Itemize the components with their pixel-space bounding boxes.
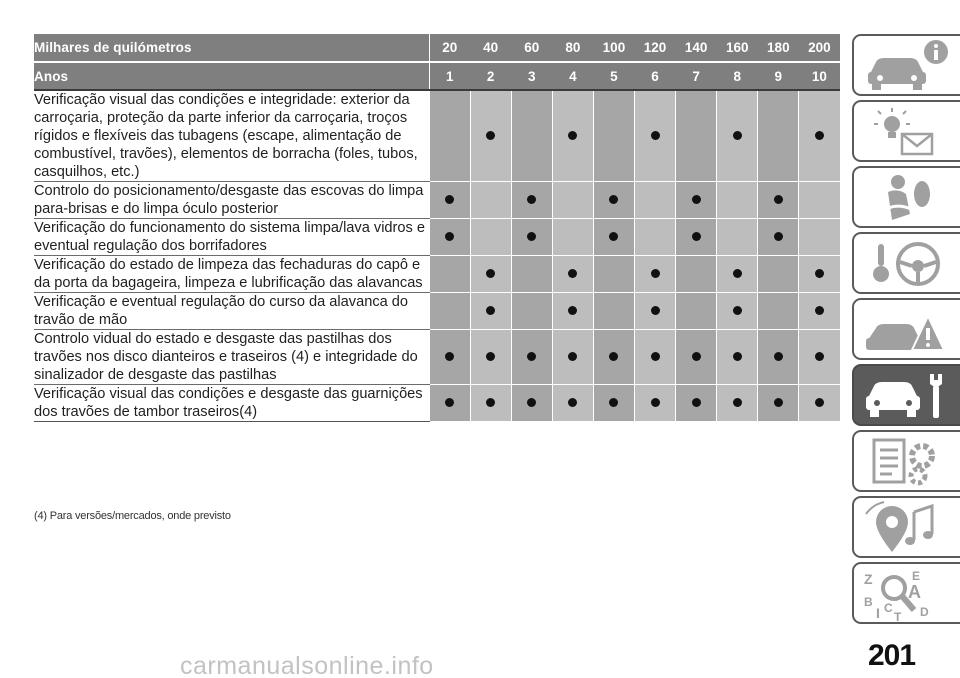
service-dot [733,352,742,361]
year-header-cell: 8 [717,62,758,90]
schedule-cell [634,182,675,219]
row-description: Verificação e eventual regulação do curso da alavanca do travão de mão [34,293,429,330]
tab-multimedia[interactable] [852,496,960,558]
svg-text:E: E [912,569,921,583]
schedule-cell [676,219,717,256]
year-header-cell: 6 [634,62,675,90]
km-header-cell: 120 [634,34,675,62]
service-dot [527,195,536,204]
service-dot [651,269,660,278]
service-dot [733,306,742,315]
table-row [34,330,840,385]
service-dot [486,269,495,278]
service-dot [568,269,577,278]
year-header-cell: 3 [511,62,552,90]
schedule-cell [429,330,470,385]
tab-safety[interactable] [852,166,960,228]
schedule-cell [676,385,717,422]
service-dot [486,352,495,361]
service-dot [815,269,824,278]
svg-text:T: T [894,610,902,622]
tab-emergency[interactable] [852,298,960,360]
service-dot [527,352,536,361]
service-dot [774,232,783,241]
schedule-cell [717,90,758,182]
schedule-cell [552,385,593,422]
km-header-cell: 160 [717,34,758,62]
schedule-cell [676,182,717,219]
service-dot [651,131,660,140]
technical-data-icon [862,434,958,490]
schedule-cell [799,293,840,330]
service-dot [774,398,783,407]
schedule-cell [799,182,840,219]
footnote: (4) Para versões/mercados, onde previsto [34,510,231,522]
service-dot [568,306,577,315]
schedule-cell [717,385,758,422]
schedule-cell [717,256,758,293]
table-row [34,256,840,293]
row-description: Verificação do funcionamento do sistema limpa/lava vidros e eventual regulação dos borrifadores [34,219,429,256]
schedule-cell [470,330,511,385]
schedule-cell [758,90,799,182]
multimedia-icon [862,500,958,556]
schedule-cell [470,182,511,219]
schedule-cell [634,90,675,182]
km-header-cell: 40 [470,34,511,62]
schedule-cell [634,256,675,293]
row-description: Verificação visual das condições e integridade: exterior da carroçaria, proteção da parte inferior da carroçaria, troços rígidos e flexíveis das tubagens (escape, alimentação de combustível, travões), elementos de borracha (foles, tubos, casquilhos, etc.) [34,90,429,182]
schedule-cell [758,219,799,256]
year-header-cell: 1 [429,62,470,90]
schedule-cell [593,90,634,182]
schedule-cell [717,293,758,330]
svg-text:C: C [884,601,893,615]
table-row [34,219,840,256]
schedule-cell [799,219,840,256]
service-dot [445,195,454,204]
schedule-cell [717,330,758,385]
schedule-cell [717,219,758,256]
service-dot [815,398,824,407]
service-dot [445,352,454,361]
schedule-cell [511,385,552,422]
service-dot [486,306,495,315]
service-dot [815,352,824,361]
km-header-cell: 140 [676,34,717,62]
service-dot [815,131,824,140]
service-dot [486,398,495,407]
schedule-cell [429,293,470,330]
service-dot [568,398,577,407]
schedule-cell [470,293,511,330]
schedule-cell [676,256,717,293]
schedule-cell [511,182,552,219]
km-header-cell: 180 [758,34,799,62]
schedule-cell [593,219,634,256]
steering-wheel-key-icon [862,236,958,292]
svg-text:I: I [876,605,880,621]
schedule-cell [593,182,634,219]
tab-index[interactable] [852,562,960,624]
schedule-cell [470,385,511,422]
year-header-cell: 9 [758,62,799,90]
table-row [34,385,840,422]
warning-lights-icon [862,104,958,160]
service-dot [733,398,742,407]
car-info-icon [862,38,958,94]
schedule-cell [593,330,634,385]
service-dot [774,195,783,204]
schedule-cell [593,385,634,422]
schedule-cell [511,293,552,330]
service-dot [568,131,577,140]
service-dot [486,131,495,140]
schedule-cell [593,256,634,293]
service-dot [445,232,454,241]
service-dot [815,306,824,315]
service-dot [609,195,618,204]
row-description: Verificação do estado de limpeza das fechaduras do capô e da porta da bagageira, limpeza e lubrificação das alavancas [34,256,429,293]
table-row [34,293,840,330]
year-header-cell: 4 [552,62,593,90]
watermark: carmanualsonline.info [180,652,434,678]
schedule-cell [470,256,511,293]
schedule-cell [470,219,511,256]
safety-airbag-icon [862,170,958,226]
km-header-cell: 100 [593,34,634,62]
schedule-cell [552,219,593,256]
service-dot [692,232,701,241]
service-dot [651,352,660,361]
schedule-cell [634,219,675,256]
service-dot [445,398,454,407]
schedule-cell [676,90,717,182]
tab-warning-lights[interactable] [852,100,960,162]
table-row [34,90,840,182]
schedule-cell [511,256,552,293]
service-dot [568,352,577,361]
km-header-label: Milhares de quilómetros [34,34,429,62]
schedule-cell [799,256,840,293]
table-row [34,182,840,219]
schedule-cell [511,90,552,182]
page-number: 201 [868,639,916,672]
years-header-label: Anos [34,62,429,90]
tab-starting-driving[interactable] [852,232,960,294]
year-header-cell: 5 [593,62,634,90]
svg-text:A: A [908,582,921,602]
schedule-cell [552,256,593,293]
schedule-cell [552,90,593,182]
row-description: Controlo vidual do estado e desgaste das pastilhas dos travões nos disco dianteiros e traseiros (4) e integridade do sinalizador de desgaste das pastilhas [34,330,429,385]
schedule-cell [634,330,675,385]
service-dot [733,131,742,140]
car-wrench-icon [862,368,958,424]
emergency-icon [862,302,958,358]
row-description: Verificação visual das condições e desgaste das guarnições dos travões de tambor traseiros(4) [34,385,429,422]
km-header-cell: 200 [799,34,840,62]
schedule-cell [634,293,675,330]
service-dot [774,352,783,361]
schedule-cell [799,90,840,182]
svg-text:B: B [864,595,873,609]
schedule-cell [758,293,799,330]
service-dot [609,352,618,361]
schedule-cell [799,385,840,422]
service-dot [609,398,618,407]
schedule-cell [593,293,634,330]
service-dot [609,232,618,241]
schedule-cell [758,385,799,422]
schedule-cell [429,219,470,256]
schedule-cell [634,385,675,422]
schedule-cell [470,90,511,182]
service-dot [733,269,742,278]
tab-maintenance[interactable] [852,364,960,426]
schedule-cell [717,182,758,219]
km-header-row [34,34,840,62]
svg-text:D: D [920,605,929,619]
schedule-cell [758,256,799,293]
schedule-cell [676,293,717,330]
km-header-cell: 80 [552,34,593,62]
year-header-cell: 10 [799,62,840,90]
tab-car-info[interactable] [852,34,960,96]
schedule-cell [758,330,799,385]
alphabetical-index-icon [862,566,958,622]
tab-technical-data[interactable] [852,430,960,492]
schedule-cell [552,330,593,385]
maintenance-schedule-table [34,34,840,422]
row-description: Controlo do posicionamento/desgaste das escovas do limpa para-brisas e do limpa óculo posterior [34,182,429,219]
schedule-cell [799,330,840,385]
service-dot [651,306,660,315]
service-dot [527,232,536,241]
km-header-cell: 60 [511,34,552,62]
schedule-cell [552,293,593,330]
svg-text:Z: Z [864,571,873,587]
year-header-cell: 7 [676,62,717,90]
schedule-cell [429,90,470,182]
km-header-cell: 20 [429,34,470,62]
service-dot [692,352,701,361]
service-dot [692,398,701,407]
year-header-cell: 2 [470,62,511,90]
service-dot [692,195,701,204]
service-dot [651,398,660,407]
schedule-cell [429,182,470,219]
schedule-cell [676,330,717,385]
schedule-body [34,90,840,422]
schedule-cell [511,219,552,256]
service-dot [527,398,536,407]
schedule-cell [511,330,552,385]
schedule-cell [758,182,799,219]
schedule-cell [552,182,593,219]
schedule-cell [429,385,470,422]
schedule-cell [429,256,470,293]
years-header-row [34,62,840,90]
